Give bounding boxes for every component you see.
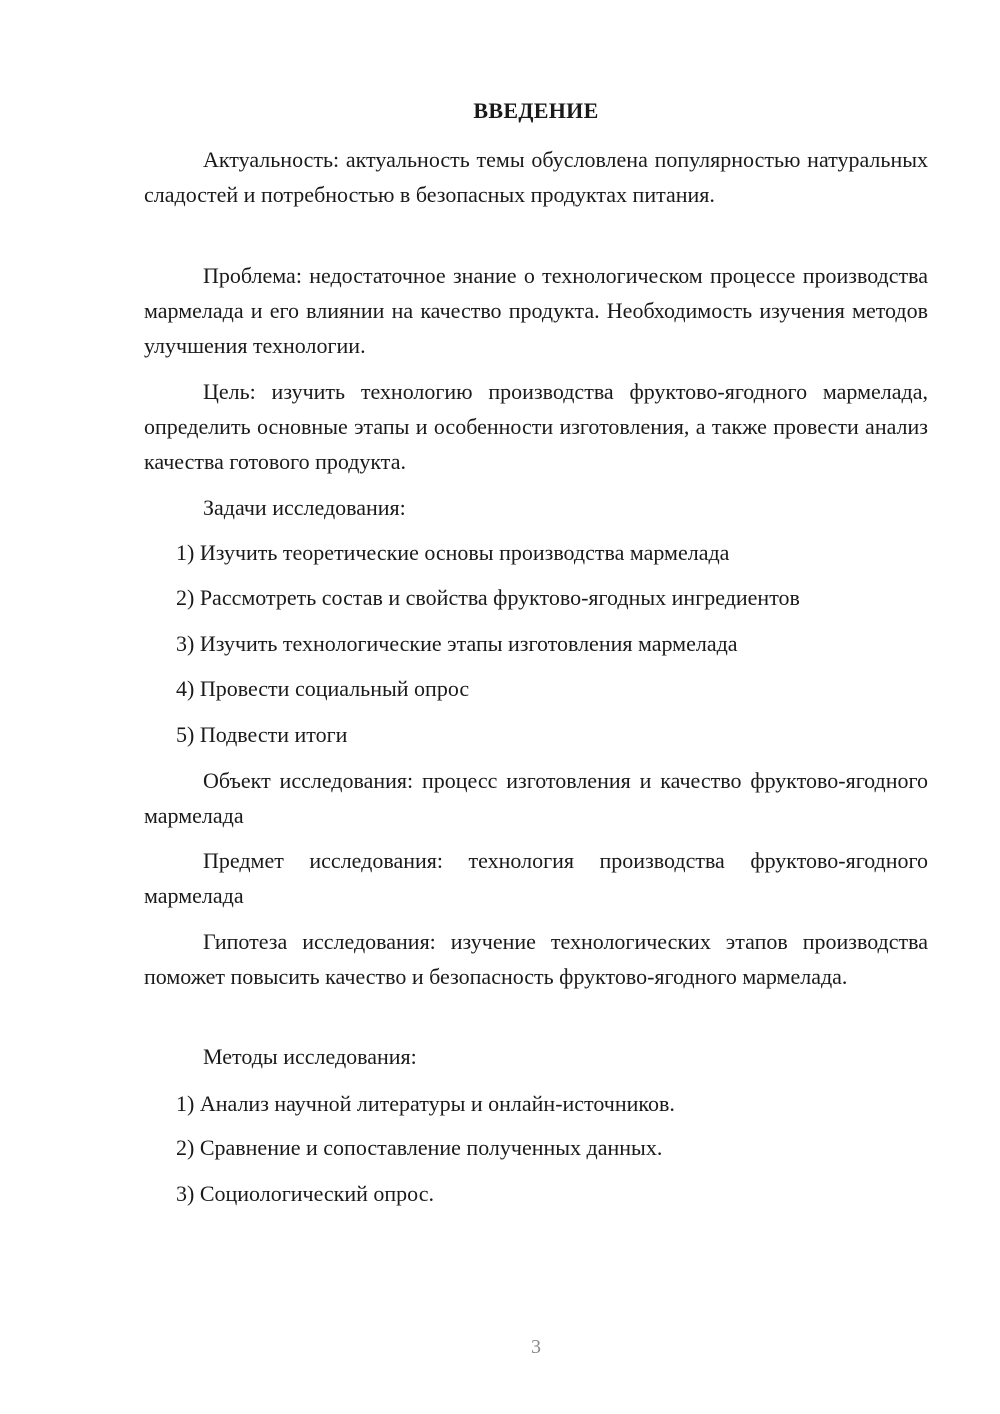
- problem-paragraph: Проблема: недостаточное знание о технологическом процессе производства мармелада и его влиянии на качество продукта. Необходимость изучения методов улучшения технологии.: [144, 263, 928, 358]
- page-title: ВВЕДЕНИЕ: [473, 98, 599, 123]
- task-item-3: 3) Изучить технологические этапы изготовления мармелада: [176, 631, 738, 656]
- task-item-1: 1) Изучить теоретические основы производства мармелада: [176, 540, 730, 565]
- method-item-2: 2) Сравнение и сопоставление полученных данных.: [176, 1135, 663, 1160]
- task-item-2: 2) Рассмотреть состав и свойства фруктово-ягодных ингредиентов: [176, 585, 800, 610]
- method-item-1: 1) Анализ научной литературы и онлайн-источников.: [176, 1091, 675, 1116]
- methods-heading: Методы исследования:: [203, 1044, 417, 1069]
- page-number: 3: [531, 1336, 541, 1358]
- method-item-3: 3) Социологический опрос.: [176, 1181, 434, 1206]
- object-paragraph: Объект исследования: процесс изготовления и качество фруктово-ягодного мармелада: [144, 768, 928, 828]
- tasks-heading: Задачи исследования:: [203, 495, 406, 520]
- goal-paragraph: Цель: изучить технологию производства фруктово-ягодного мармелада, определить основные этапы и особенности изготовления, а также провести анализ качества готового продукта.: [144, 379, 928, 474]
- task-item-4: 4) Провести социальный опрос: [176, 676, 470, 701]
- hypothesis-paragraph: Гипотеза исследования: изучение технологических этапов производства поможет повысить качество и безопасность фруктово-ягодного мармелада.: [144, 929, 928, 989]
- relevance-paragraph: Актуальность: актуальность темы обусловлена популярностью натуральных сладостей и потребностью в безопасных продуктах питания.: [144, 147, 928, 207]
- task-item-5: 5) Подвести итоги: [176, 722, 348, 747]
- subject-paragraph: Предмет исследования: технология производства фруктово-ягодного мармелада: [144, 848, 928, 908]
